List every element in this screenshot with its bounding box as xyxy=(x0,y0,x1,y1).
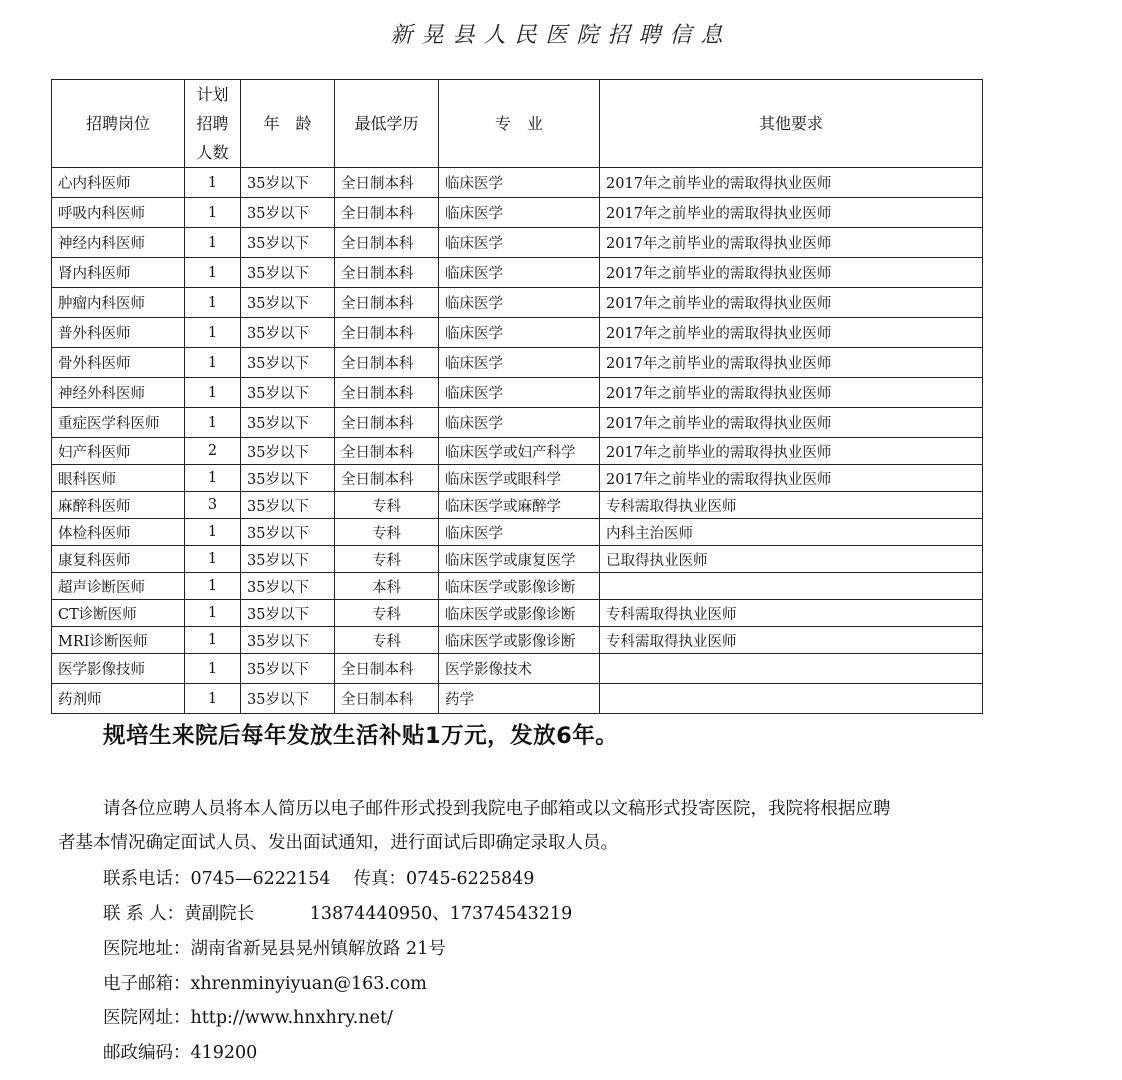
cell-position: 康复科医师 xyxy=(52,546,185,573)
cell-education: 专科 xyxy=(335,546,439,573)
table-row xyxy=(52,378,983,408)
cell-major: 临床医学 xyxy=(439,288,600,318)
cell-count: 1 xyxy=(185,546,241,573)
stipend-notice: 规培生来院后每年发放生活补贴1万元，发放6年。 xyxy=(103,723,619,749)
cell-education: 专科 xyxy=(335,519,439,546)
contact-email[interactable]: 电子邮箱：xhrenminyiyuan@163.com xyxy=(103,974,427,994)
cell-major: 临床医学或影像诊断 xyxy=(439,627,600,654)
cell-count: 1 xyxy=(185,228,241,258)
cell-count: 1 xyxy=(185,573,241,600)
contact-website[interactable]: 医院网址：http://www.hnxhry.net/ xyxy=(103,1008,393,1028)
cell-other: 2017年之前毕业的需取得执业医师 xyxy=(600,408,983,438)
cell-age: 35岁以下 xyxy=(241,600,335,627)
table-row xyxy=(52,198,983,228)
cell-age: 35岁以下 xyxy=(241,654,335,684)
table-row xyxy=(52,168,983,198)
cell-major: 临床医学或影像诊断 xyxy=(439,573,600,600)
table-row xyxy=(52,654,983,684)
cell-count: 1 xyxy=(185,654,241,684)
cell-education: 专科 xyxy=(335,600,439,627)
cell-other: 2017年之前毕业的需取得执业医师 xyxy=(600,168,983,198)
cell-other: 2017年之前毕业的需取得执业医师 xyxy=(600,378,983,408)
contact-phone: 联系电话：0745—6222154 传真：0745-6225849 xyxy=(103,869,535,889)
header-major: 专 业 xyxy=(439,80,600,168)
cell-age: 35岁以下 xyxy=(241,519,335,546)
cell-position: 医学影像技师 xyxy=(52,654,185,684)
table-row xyxy=(52,408,983,438)
table-row xyxy=(52,258,983,288)
cell-position: 超声诊断医师 xyxy=(52,573,185,600)
recruitment-table xyxy=(51,79,983,714)
cell-other: 专科需取得执业医师 xyxy=(600,627,983,654)
table-row xyxy=(52,546,983,573)
cell-education: 全日制本科 xyxy=(335,258,439,288)
cell-education: 本科 xyxy=(335,573,439,600)
cell-age: 35岁以下 xyxy=(241,546,335,573)
cell-position: 骨外科医师 xyxy=(52,348,185,378)
table-row xyxy=(52,519,983,546)
cell-major: 药学 xyxy=(439,684,600,714)
cell-position: 药剂师 xyxy=(52,684,185,714)
cell-position: 肾内科医师 xyxy=(52,258,185,288)
cell-position: 妇产科医师 xyxy=(52,438,185,465)
cell-count: 1 xyxy=(185,198,241,228)
cell-count: 1 xyxy=(185,627,241,654)
cell-education: 全日制本科 xyxy=(335,654,439,684)
cell-major: 临床医学 xyxy=(439,228,600,258)
table-row xyxy=(52,438,983,465)
cell-major: 临床医学或影像诊断 xyxy=(439,600,600,627)
cell-age: 35岁以下 xyxy=(241,408,335,438)
cell-other: 2017年之前毕业的需取得执业医师 xyxy=(600,258,983,288)
cell-major: 临床医学或妇产科学 xyxy=(439,438,600,465)
cell-count: 1 xyxy=(185,348,241,378)
table-row xyxy=(52,348,983,378)
cell-major: 临床医学或眼科学 xyxy=(439,465,600,492)
application-instructions xyxy=(58,792,1078,860)
table-row xyxy=(52,684,983,714)
cell-count: 1 xyxy=(185,288,241,318)
table-header-row xyxy=(52,80,983,168)
contact-address: 医院地址：湖南省新晃县晃州镇解放路 21号 xyxy=(103,939,446,959)
contact-postcode: 邮政编码：419200 xyxy=(103,1043,258,1063)
cell-major: 医学影像技术 xyxy=(439,654,600,684)
cell-position: 心内科医师 xyxy=(52,168,185,198)
header-education: 最低学历 xyxy=(335,80,439,168)
cell-age: 35岁以下 xyxy=(241,465,335,492)
cell-other: 已取得执业医师 xyxy=(600,546,983,573)
cell-age: 35岁以下 xyxy=(241,573,335,600)
cell-count: 1 xyxy=(185,168,241,198)
cell-major: 临床医学或麻醉学 xyxy=(439,492,600,519)
cell-other: 2017年之前毕业的需取得执业医师 xyxy=(600,318,983,348)
cell-count: 3 xyxy=(185,492,241,519)
cell-other: 2017年之前毕业的需取得执业医师 xyxy=(600,438,983,465)
cell-position: 神经外科医师 xyxy=(52,378,185,408)
instructions-line-1: 请各位应聘人员将本人简历以电子邮件形式投到我院电子邮箱或以文稿形式投寄医院，我院将根据应聘 xyxy=(103,799,891,819)
table-row xyxy=(52,288,983,318)
table-row xyxy=(52,318,983,348)
cell-count: 1 xyxy=(185,318,241,348)
cell-count: 1 xyxy=(185,258,241,288)
contact-person: 联 系 人：黄副院长 13874440950、17374543219 xyxy=(103,904,573,924)
cell-education: 全日制本科 xyxy=(335,228,439,258)
table-row xyxy=(52,228,983,258)
table-row xyxy=(52,573,983,600)
cell-other: 内科主治医师 xyxy=(600,519,983,546)
cell-age: 35岁以下 xyxy=(241,318,335,348)
cell-education: 全日制本科 xyxy=(335,348,439,378)
cell-age: 35岁以下 xyxy=(241,288,335,318)
cell-position: 普外科医师 xyxy=(52,318,185,348)
cell-position: CT诊断医师 xyxy=(52,600,185,627)
header-other-requirements: 其他要求 xyxy=(600,80,983,168)
cell-education: 全日制本科 xyxy=(335,318,439,348)
cell-education: 专科 xyxy=(335,627,439,654)
cell-major: 临床医学 xyxy=(439,408,600,438)
cell-position: 肿瘤内科医师 xyxy=(52,288,185,318)
cell-age: 35岁以下 xyxy=(241,378,335,408)
cell-other xyxy=(600,573,983,600)
cell-age: 35岁以下 xyxy=(241,258,335,288)
cell-education: 全日制本科 xyxy=(335,408,439,438)
cell-education: 全日制本科 xyxy=(335,438,439,465)
cell-other: 2017年之前毕业的需取得执业医师 xyxy=(600,348,983,378)
cell-major: 临床医学 xyxy=(439,258,600,288)
cell-other: 2017年之前毕业的需取得执业医师 xyxy=(600,465,983,492)
cell-position: 麻醉科医师 xyxy=(52,492,185,519)
cell-age: 35岁以下 xyxy=(241,492,335,519)
cell-age: 35岁以下 xyxy=(241,198,335,228)
cell-major: 临床医学 xyxy=(439,348,600,378)
cell-count: 1 xyxy=(185,378,241,408)
cell-age: 35岁以下 xyxy=(241,228,335,258)
table-row xyxy=(52,600,983,627)
cell-position: 呼吸内科医师 xyxy=(52,198,185,228)
page-title: 新晃县人民医院招聘信息 xyxy=(390,23,732,48)
cell-position: 神经内科医师 xyxy=(52,228,185,258)
instructions-line-2: 者基本情况确定面试人员、发出面试通知，进行面试后即确定录取人员。 xyxy=(58,833,618,853)
cell-education: 全日制本科 xyxy=(335,684,439,714)
cell-age: 35岁以下 xyxy=(241,348,335,378)
cell-count: 1 xyxy=(185,408,241,438)
cell-education: 全日制本科 xyxy=(335,288,439,318)
cell-education: 全日制本科 xyxy=(335,168,439,198)
cell-age: 35岁以下 xyxy=(241,438,335,465)
cell-other: 2017年之前毕业的需取得执业医师 xyxy=(600,288,983,318)
table-row xyxy=(52,465,983,492)
cell-other: 2017年之前毕业的需取得执业医师 xyxy=(600,228,983,258)
header-position: 招聘岗位 xyxy=(52,80,185,168)
cell-age: 35岁以下 xyxy=(241,168,335,198)
cell-position: 体检科医师 xyxy=(52,519,185,546)
cell-position: 重症医学科医师 xyxy=(52,408,185,438)
cell-count: 1 xyxy=(185,600,241,627)
cell-other: 专科需取得执业医师 xyxy=(600,492,983,519)
cell-other xyxy=(600,684,983,714)
cell-major: 临床医学 xyxy=(439,318,600,348)
header-age: 年 龄 xyxy=(241,80,335,168)
cell-position: MRI诊断医师 xyxy=(52,627,185,654)
cell-major: 临床医学 xyxy=(439,198,600,228)
cell-education: 全日制本科 xyxy=(335,198,439,228)
cell-count: 1 xyxy=(185,684,241,714)
header-planned-count: 计划招聘人数 xyxy=(185,80,241,168)
table-row xyxy=(52,627,983,654)
table-row xyxy=(52,492,983,519)
cell-education: 专科 xyxy=(335,492,439,519)
cell-age: 35岁以下 xyxy=(241,684,335,714)
cell-other: 专科需取得执业医师 xyxy=(600,600,983,627)
cell-major: 临床医学或康复医学 xyxy=(439,546,600,573)
cell-major: 临床医学 xyxy=(439,519,600,546)
cell-position: 眼科医师 xyxy=(52,465,185,492)
cell-education: 全日制本科 xyxy=(335,465,439,492)
cell-education: 全日制本科 xyxy=(335,378,439,408)
cell-other: 2017年之前毕业的需取得执业医师 xyxy=(600,198,983,228)
cell-major: 临床医学 xyxy=(439,168,600,198)
cell-count: 2 xyxy=(185,438,241,465)
cell-age: 35岁以下 xyxy=(241,627,335,654)
cell-count: 1 xyxy=(185,519,241,546)
cell-count: 1 xyxy=(185,465,241,492)
cell-other xyxy=(600,654,983,684)
cell-major: 临床医学 xyxy=(439,378,600,408)
